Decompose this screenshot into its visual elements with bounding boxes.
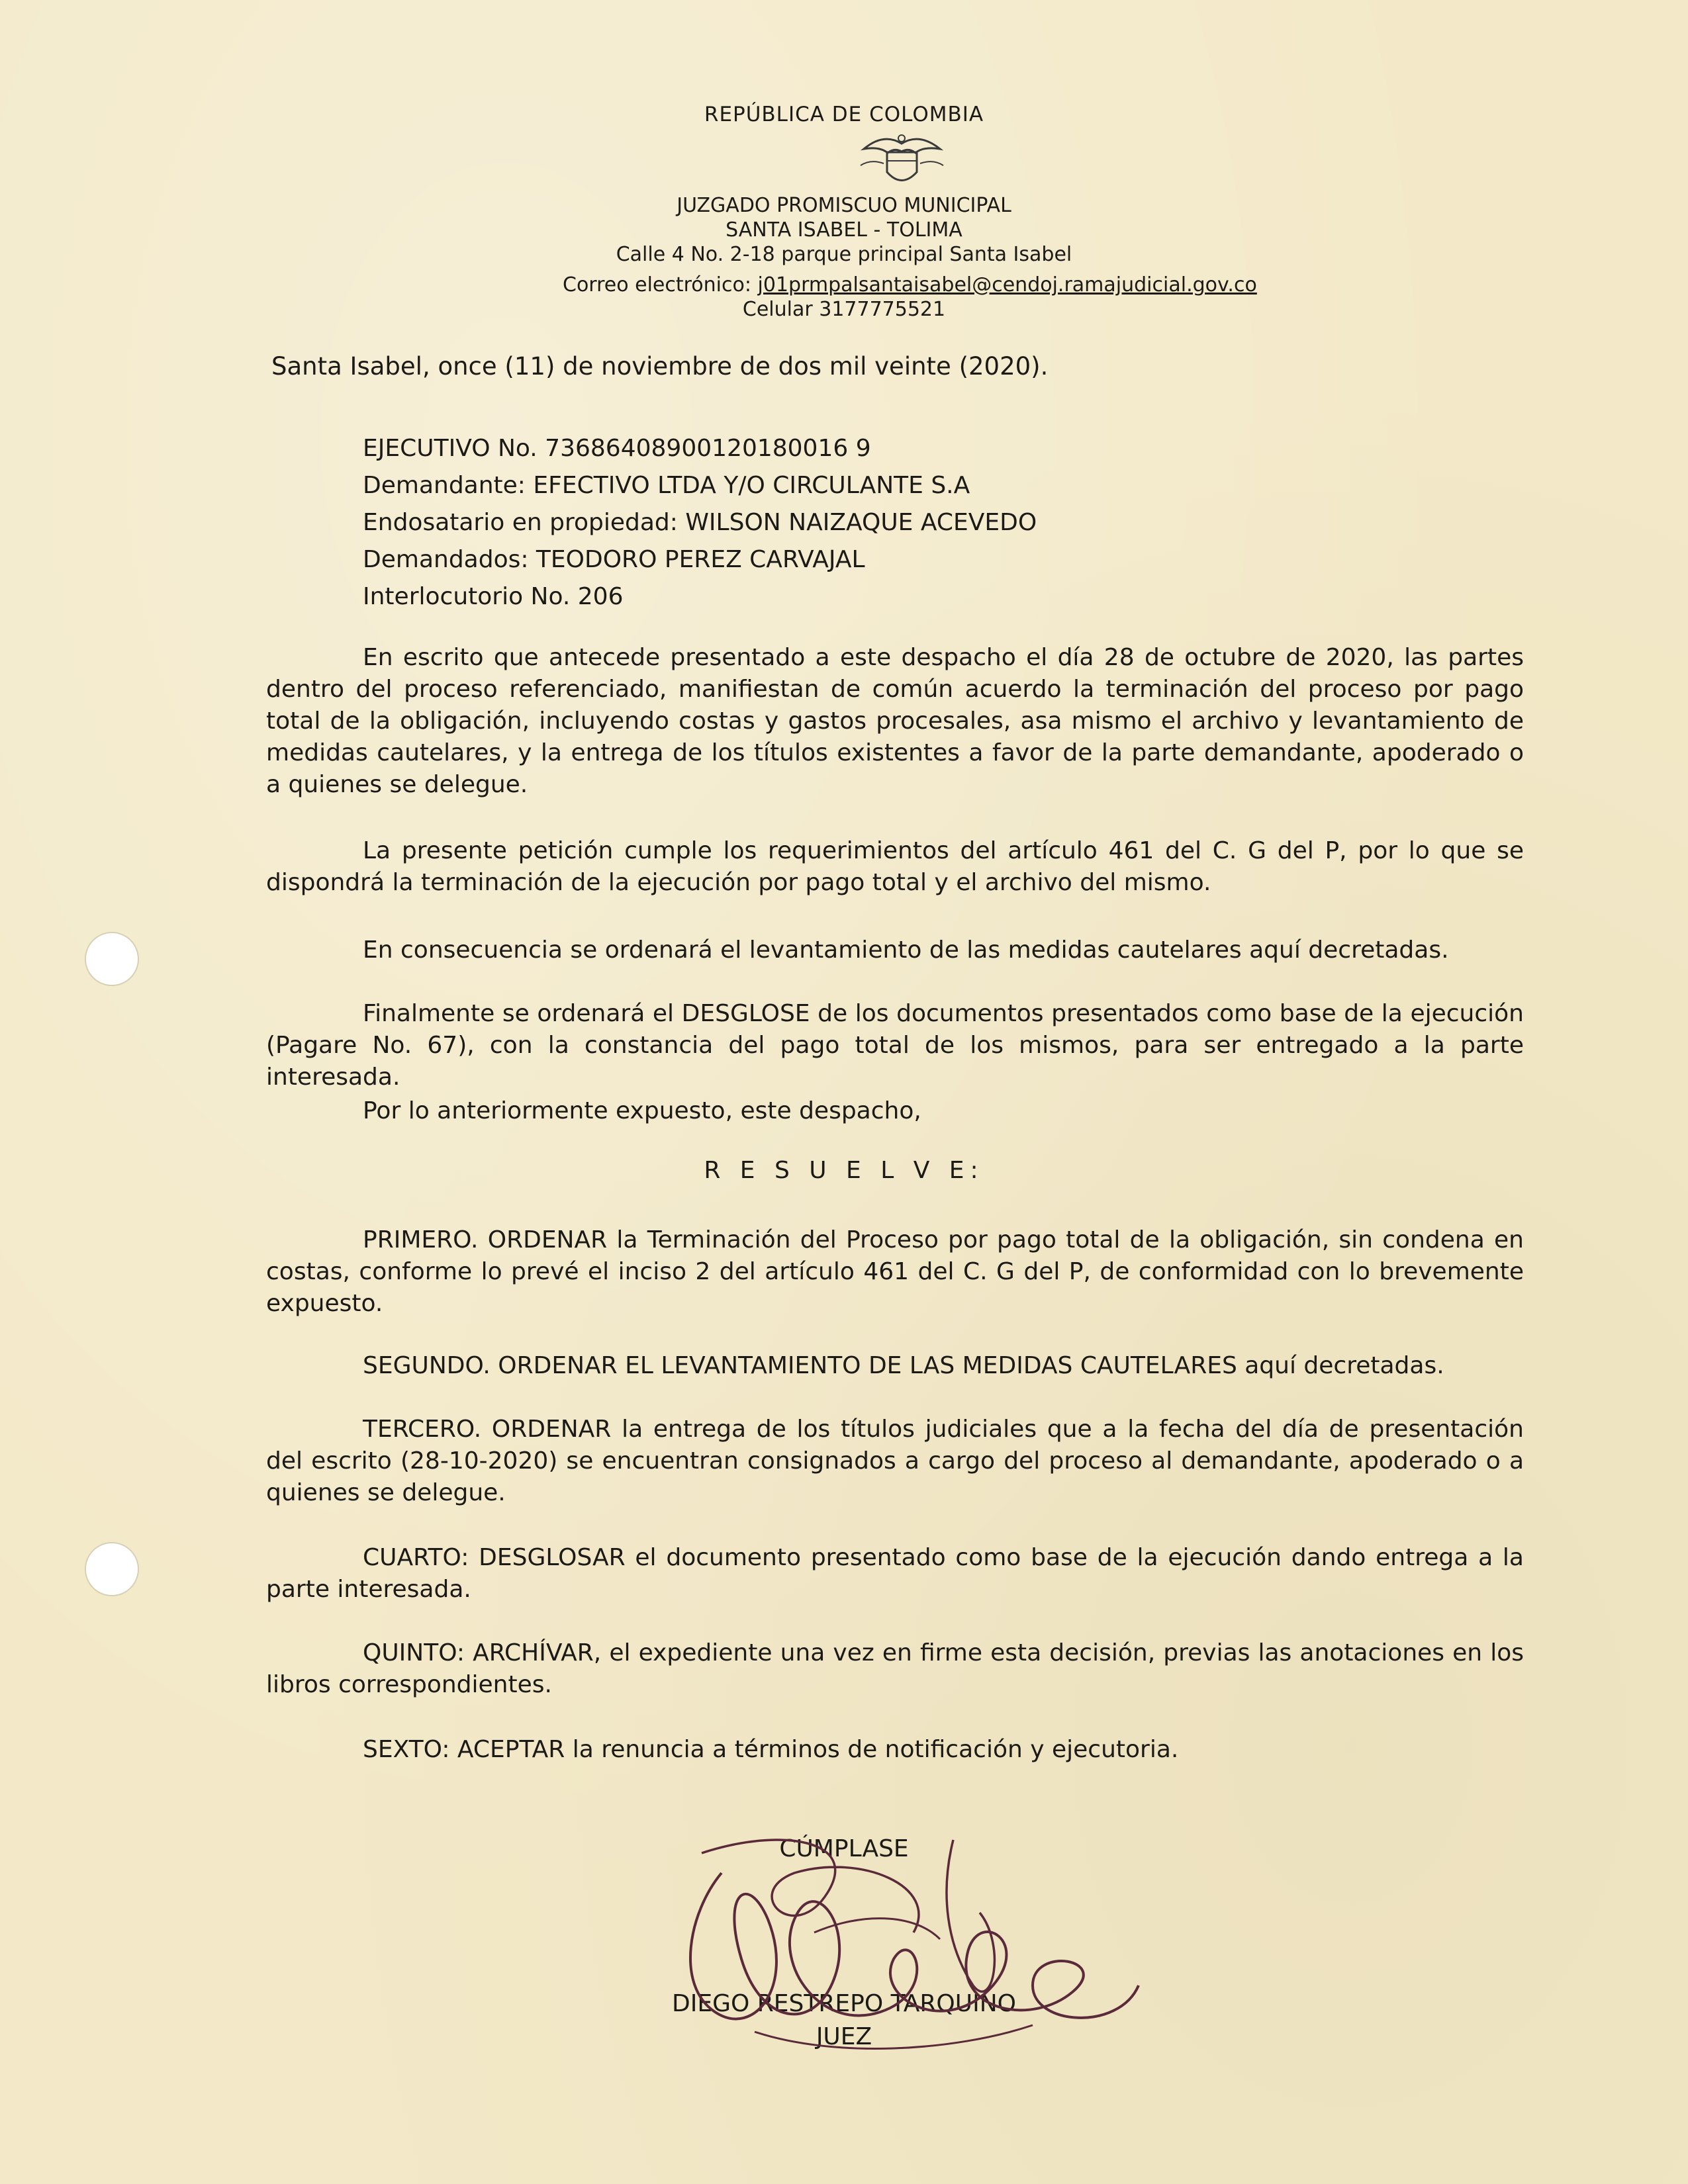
date-line: Santa Isabel, once (11) de noviembre de dos mil veinte (2020).	[271, 352, 1049, 381]
email-link[interactable]: j01prmpalsantaisabel@cendoj.ramajudicial.gov.co	[757, 273, 1257, 296]
paragraph-consequence: En consecuencia se ordenará el levantamiento de las medidas cautelares aquí decretadas.	[363, 936, 1449, 964]
paragraph-desglose: Finalmente se ordenará el DESGLOSE de los documentos presentados como base de la ejecución (Pagare No. 67), con la constancia del pago total de los mismos, para ser entregado a la parte interesada.	[266, 1000, 1524, 1091]
order-tercero: TERCERO. ORDENAR la entrega de los títulos judiciales que a la fecha del día de presentación del escrito (28-10-2020) se encuentran consignados a cargo del proceso al demandante, apoderado o a quienes se delegue.	[266, 1416, 1524, 1506]
judge-name: DIEGO RESTREPO TARQUINO	[671, 1990, 1016, 2017]
closing-cumplase: CÚMPLASE	[779, 1835, 909, 1862]
defendants: Demandados: TEODORO PEREZ CARVAJAL	[363, 546, 865, 573]
court-name: JUZGADO PROMISCUO MUNICIPAL	[677, 194, 1011, 217]
interlocutory-number: Interlocutorio No. 206	[363, 583, 624, 610]
court-address-block	[0, 193, 1688, 267]
order-quinto: QUINTO: ARCHÍVAR, el expediente una vez en firme esta decisión, previas las anotaciones en los libros correspondientes.	[266, 1639, 1524, 1698]
plaintiff: Demandante: EFECTIVO LTDA Y/O CIRCULANTE S.A	[363, 472, 970, 499]
paragraph-request: En escrito que antecede presentado a este despacho el día 28 de octubre de 2020, las partes dentro del proceso referenciado, manifiestan de común acuerdo la terminación del proceso por pago total de la obligación, incluyendo costas y gastos procesales, asa mismo el archivo y levantamiento de medidas cautelares, y la entrega de los títulos existentes a favor de la parte demandante, apoderado o a quienes se delegue.	[266, 644, 1524, 798]
order-primero: PRIMERO. ORDENAR la Terminación del Proceso por pago total de la obligación, sin condena en costas, conforme lo prevé el inciso 2 del artículo 461 del C. G del P, de conformidad con lo brevemente expuesto.	[266, 1226, 1524, 1317]
judge-title: JUEZ	[816, 2023, 872, 2050]
order-cuarto: CUARTO: DESGLOSAR el documento presentado como base de la ejecución dando entrega a la parte interesada.	[266, 1544, 1524, 1603]
republic-heading: REPÚBLICA DE COLOMBIA	[704, 103, 984, 126]
court-phone: Celular 3177775521	[742, 298, 946, 321]
email-label: Correo electrónico:	[563, 273, 751, 296]
court-location: SANTA ISABEL - TOLIMA	[726, 218, 962, 242]
case-references	[363, 430, 1037, 615]
court-address: Calle 4 No. 2-18 parque principal Santa Isabel	[616, 243, 1072, 266]
paragraph-conclusion: Por lo anteriormente expuesto, este despacho,	[363, 1097, 921, 1124]
email-line	[563, 273, 1257, 297]
handwritten-signature	[662, 1813, 1152, 2065]
paragraph-requirements: La presente petición cumple los requerimientos del artículo 461 del C. G del P, por lo que se dispondrá la terminación de la ejecución por pago total y el archivo del mismo.	[266, 837, 1524, 896]
coat-of-arms-icon	[857, 129, 947, 192]
punch-hole	[85, 1542, 139, 1596]
order-sexto: SEXTO: ACEPTAR la renuncia a términos de notificación y ejecutoria.	[363, 1736, 1179, 1763]
endorsee: Endosatario en propiedad: WILSON NAIZAQUE ACEVEDO	[363, 509, 1037, 536]
punch-hole	[85, 932, 139, 986]
resuelve-heading: R E S U E L V E:	[704, 1157, 984, 1184]
order-segundo: SEGUNDO. ORDENAR EL LEVANTAMIENTO DE LAS MEDIDAS CAUTELARES aquí decretadas.	[363, 1352, 1444, 1379]
case-number: EJECUTIVO No. 73686408900120180016 9	[363, 435, 871, 462]
